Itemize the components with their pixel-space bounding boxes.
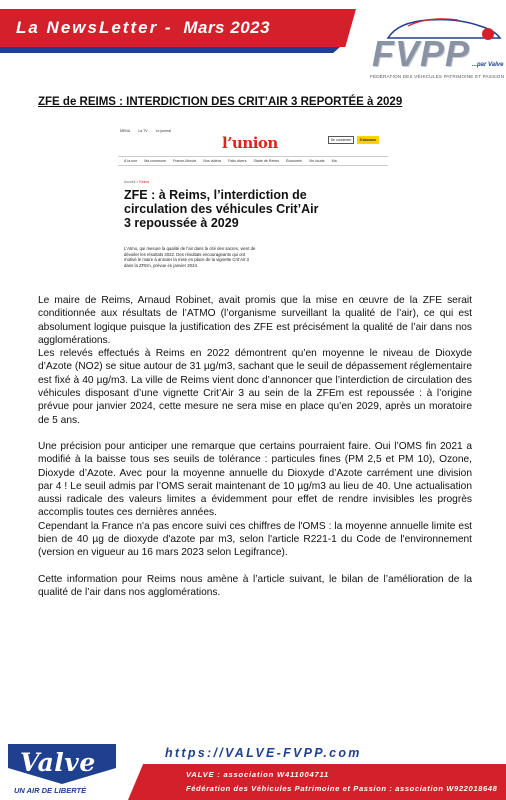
- header-blue-stripe: [0, 47, 340, 53]
- newspaper-nav: [118, 156, 388, 166]
- newsletter-title: [16, 18, 270, 38]
- nav-item: À la une: [124, 159, 138, 163]
- nav-item: Stade de Reims: [253, 159, 280, 163]
- footer-valve-association: VALVE : association W411004711: [186, 770, 330, 779]
- body-paragraph: Cette information pour Reims nous amène à l’article suivant, le bilan de l’amélioration de la qualité de l’air dans nos agglomérations.: [38, 573, 472, 598]
- body-paragraph: Cependant la France n'a pas encore suivi ces chiffres de l'OMS : la moyenne annuelle limite est bien de 40 µg de dioxyde d'azote par m3, selon l'article R221-1 du Code de l'environnement (version en vigueur au 16 mars 2023 selon Legifrance).: [38, 520, 472, 559]
- newsletter-footer: [0, 736, 506, 800]
- body-paragraph: Les relevés effectués à Reims en 2022 démontrent qu’en moyenne le niveau de Dioxyde d’Azote (NO2) se situe autour de 31 µg/m3, sachant que le seuil de dépassement réglementaire est fixé à 40 µg/m3. La ville de Reims vient donc d’annoncer que l’interdiction de circulation des véhicules disposant d’une vignette Crit’Air 3 au sein de la ZFEm est repoussée : à l’origine prévue pour janvier 2024, cette mesure ne sera mise en place qu’en 2029, après un moratoire de 5 ans.: [38, 348, 472, 426]
- newspaper-lede: L’Atmo, qui mesure la qualité de l’air dans la cité des sacres, vient de dévoiler les résultats 2022. Des résultats encourageants qui ont motivé le maire à annuler la mise en place de la vignette Crit’Air 3 dans la ZFEm, prévue en janvier 2024.: [124, 246, 256, 268]
- fvpp-logo-mark: FVPP: [372, 33, 471, 74]
- nav-item: Économie: [286, 159, 303, 163]
- newspaper-top-icons: [120, 129, 171, 133]
- nav-item: France-Monde: [172, 159, 197, 163]
- footer-fvpp-association: Fédération des Véhicules Patrimoine et Passion : association W922018648: [186, 784, 498, 793]
- fvpp-logo-par: ...par Valve: [472, 62, 504, 68]
- valve-tagline: UN AIR DE LIBERTÉ: [14, 786, 87, 795]
- nav-item: Ma: [331, 159, 337, 163]
- connect-button: Se connecter: [328, 136, 354, 144]
- subscribe-button: S'abonner: [357, 136, 379, 144]
- newspaper-screenshot: [118, 126, 388, 278]
- body-paragraph: Le maire de Reims, Arnaud Robinet, avait promis que la mise en œuvre de la ZFE serait conditionnée aux résultats de l’ATMO (l’organisme surveillant la qualité de l’air), ce qui est absolument logique puisque la justification des ZFE est précisément la qualité de l’air dans nos agglomérations.: [38, 295, 472, 346]
- newspaper-headline: ZFE : à Reims, l’interdiction de circulation des véhicules Crit’Air 3 repoussée à 2029: [124, 188, 319, 230]
- journal-icon: Le journal: [155, 129, 171, 133]
- fvpp-logo: [368, 12, 506, 82]
- nav-item: Faits divers: [228, 159, 247, 163]
- body-paragraph: Une précision pour anticiper une remarque que certains pourraient faire. Oui l’OMS fin 2021 a modifié à la baisse tous ses seuils de tolérance : particules fines (PM 2,5 et PM 10), Ozone, Dioxyde d’Azote. Avec pour la moyenne annuelle du Dioxyde d’Azote carrément une division par 4 ! Le seuil admis par l’OMS serait maintenant de 10 µg/m3 au lieu de 40. Une actualisation aussi radicale des valeurs limites a évidemment pour effet de rendre invisibles les progrès accomplis toutes ces dernières années.: [38, 440, 472, 519]
- newsletter-label: La NewsLetter -: [16, 18, 173, 37]
- newsletter-header: [0, 0, 506, 82]
- nav-item: Vie locale: [309, 159, 325, 163]
- breadcrumb-home: Accueil: [124, 180, 136, 184]
- article-body: [38, 294, 472, 599]
- fvpp-logo-subtitle: FÉDÉRATION DES VÉHICULES PATRIMOINE ET PASSION: [370, 74, 505, 79]
- valve-logo-word: Valve: [20, 748, 96, 777]
- website-link[interactable]: https://VALVE-FVPP.com: [165, 746, 362, 760]
- nav-item: Ma commune: [144, 159, 166, 163]
- newsletter-date: Mars 2023: [183, 18, 271, 37]
- nav-item: Nos vidéos: [203, 159, 222, 163]
- article-title: ZFE de REIMS : INTERDICTION DES CRIT’AIR 3 REPORTÉE à 2029: [38, 96, 403, 108]
- tv-icon: La TV: [138, 129, 148, 133]
- breadcrumb-section: Reims: [139, 180, 150, 184]
- menu-icon: MENU: [120, 129, 131, 133]
- valve-logo: [2, 744, 120, 796]
- newspaper-masthead: l’union: [222, 134, 278, 152]
- breadcrumb: Accueil > Reims: [124, 180, 150, 184]
